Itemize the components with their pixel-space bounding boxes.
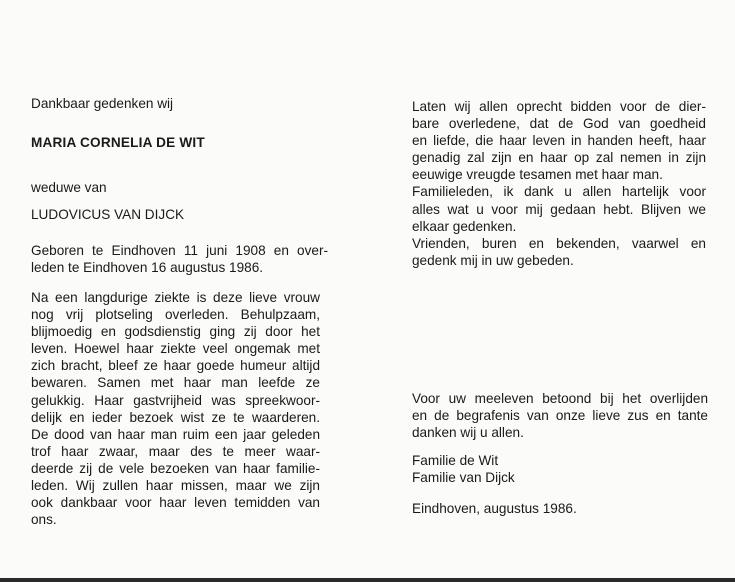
prayer-line: bare overledene, dat de God van goedheid	[412, 116, 706, 132]
story-line: bewaren. Samen met haar man leefde ze	[31, 375, 320, 391]
prayer-line: eeuwige vreugde tesamen met haar man.	[412, 167, 663, 183]
story-line: nog vrij plotseling overleden. Behulpzaam,	[31, 307, 320, 323]
story-line: gelukkig. Haar gastvrijheid was spreekwoor-	[31, 392, 320, 408]
story-line: blijmoedig en godsdienstig ging zij door het	[31, 324, 320, 340]
family-line: Familie van Dijck	[412, 470, 515, 486]
prayer-line: alles wat u voor mij gedaan hebt. Blijven we	[412, 201, 706, 217]
families-block	[412, 452, 612, 486]
story-line: zich bracht, bleef ze haar goede humeur altijd	[31, 358, 320, 374]
story-line: delijk en ieder bezoek wist ze te waarderen.	[31, 409, 320, 425]
story-line: leven. Hoewel haar ziekte veel ongemak met	[31, 341, 320, 357]
born-died-paragraph	[31, 242, 328, 276]
deceased-name: MARIA CORNELIA DE WIT	[31, 135, 205, 150]
widow-of-text: weduwe van	[31, 180, 107, 195]
husband-name: LUDOVICUS VAN DIJCK	[31, 207, 185, 222]
story-line: Na een langdurige ziekte is deze lieve vrouw	[31, 290, 320, 305]
prayer-line: gedenk mij in uw gebeden.	[412, 252, 574, 268]
thanks-line: en de begrafenis van onze lieve zus en tante	[412, 408, 708, 424]
prayer-line: Familieleden, ik dank u allen hartelijk voor	[412, 184, 706, 200]
place-date: Eindhoven, augustus 1986.	[412, 501, 577, 516]
story-line: De dood van haar man ruim een jaar geleden	[31, 426, 320, 442]
prayer-line: Laten wij allen oprecht bidden voor de dier-	[412, 99, 706, 114]
scan-edge-border	[0, 578, 735, 582]
story-line: deerde zij de vele bezoeken van haar familie-	[31, 460, 320, 476]
story-paragraph	[31, 289, 320, 528]
story-line: ook dankbaar voor haar leven temidden van	[31, 495, 320, 511]
family-line: Familie de Wit	[412, 453, 499, 468]
story-line: trof haar zwaar, maar des te meer waar-	[31, 443, 320, 459]
thanks-line: danken wij u allen.	[412, 425, 524, 441]
story-line: ons.	[31, 512, 57, 528]
born-died-line: Geboren te Eindhoven 11 juni 1908 en over-	[31, 243, 328, 258]
thanks-line: Voor uw meeleven betoond bij het overlijden	[412, 391, 708, 406]
prayer-line: Vrienden, buren en bekenden, vaarwel en	[412, 235, 706, 251]
intro-text: Dankbaar gedenken wij	[31, 96, 174, 111]
prayer-paragraph	[412, 98, 706, 269]
prayer-line: en liefde, die haar leven in handen heeft, haar	[412, 133, 706, 149]
story-line: leden. Wij zullen haar missen, maar we zijn	[31, 478, 320, 494]
born-died-line: leden te Eindhoven 16 augustus 1986.	[31, 260, 264, 276]
prayer-line: genadig zal zijn en haar op zal nemen in zijn	[412, 150, 706, 166]
prayer-line: elkaar gedenken.	[412, 218, 517, 234]
thanks-paragraph	[412, 390, 708, 441]
